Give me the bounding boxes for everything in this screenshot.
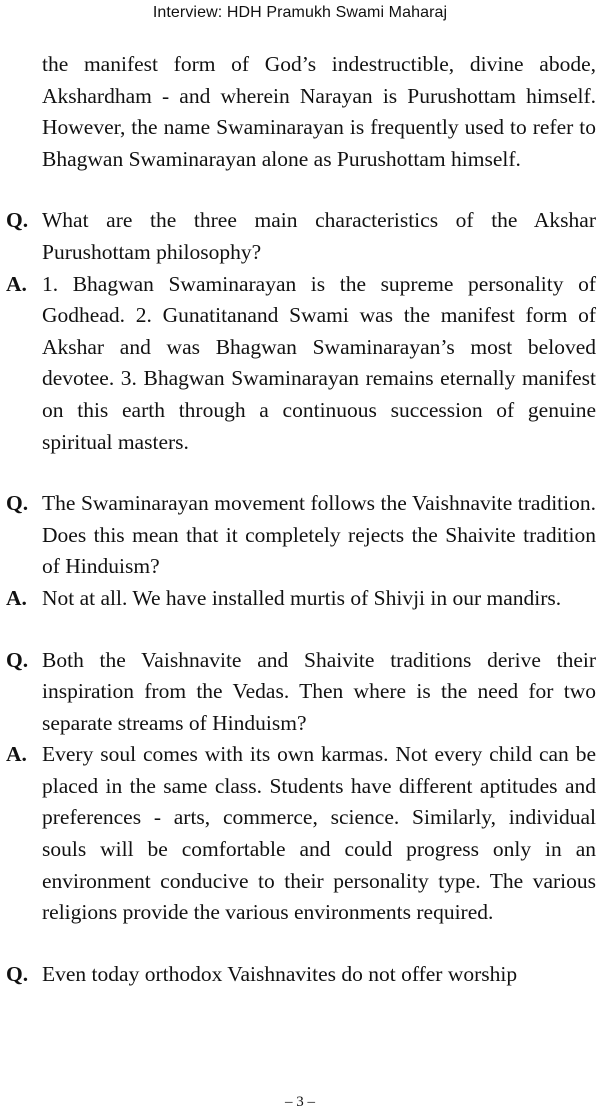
question-marker: Q. — [6, 647, 29, 672]
answer-3 — [6, 739, 596, 929]
answer-3-text: Every soul comes with its own karmas. Not every child can be placed in the same class. Students have different aptitudes and preferences - arts, commerce, science. Similarly, individual souls will be comfortable and could progress only in an environment conducive to their personality type. The various religions provide the various environments required. — [42, 742, 596, 925]
question-marker: Q. — [6, 208, 29, 233]
intro-paragraph: the manifest form of God’s indestructible, divine abode, Akshardham - and wherein Narayan is Purushottam himself. However, the name Swaminarayan is frequently used to refer to Bhagwan Swaminarayan alone as Purushottam himself. — [42, 52, 596, 171]
page-body — [6, 49, 596, 990]
question-1-text: What are the three main characteristics of the Akshar Purushottam philosophy? — [42, 208, 596, 264]
answer-1 — [6, 269, 596, 459]
question-marker: Q. — [6, 961, 29, 986]
section-gap — [6, 929, 596, 959]
section-gap — [6, 175, 596, 205]
answer-marker: A. — [6, 271, 27, 296]
running-header: Interview: HDH Pramukh Swami Maharaj — [152, 4, 448, 21]
question-4 — [6, 959, 596, 991]
answer-2 — [6, 583, 596, 615]
question-1 — [6, 205, 596, 268]
question-4-text: Even today orthodox Vaishnavites do not offer worship — [42, 961, 518, 986]
page-number: – 3 – — [285, 1094, 315, 1110]
question-2 — [6, 488, 596, 583]
answer-2-text: Not at all. We have installed murtis of Shivji in our mandirs. — [42, 585, 562, 610]
section-gap — [6, 458, 596, 488]
question-3-text: Both the Vaishnavite and Shaivite traditions derive their inspiration from the Vedas. Then where is the need for two separate streams of Hinduism? — [42, 647, 596, 735]
question-marker: Q. — [6, 491, 29, 516]
question-3 — [6, 645, 596, 740]
section-gap — [6, 615, 596, 645]
question-2-text: The Swaminarayan movement follows the Vaishnavite tradition. Does this mean that it completely rejects the Shaivite tradition of Hinduism? — [42, 491, 596, 579]
answer-1-text: 1. Bhagwan Swaminarayan is the supreme personality of Godhead. 2. Gunatitanand Swami was the manifest form of Akshar and was Bhagwan Swaminarayan’s most beloved devotee. 3. Bhagwan Swaminarayan remains eternally manifest on this earth through a continuous succession of genuine spiritual masters. — [42, 271, 596, 454]
answer-marker: A. — [6, 585, 27, 610]
answer-marker: A. — [6, 742, 27, 767]
